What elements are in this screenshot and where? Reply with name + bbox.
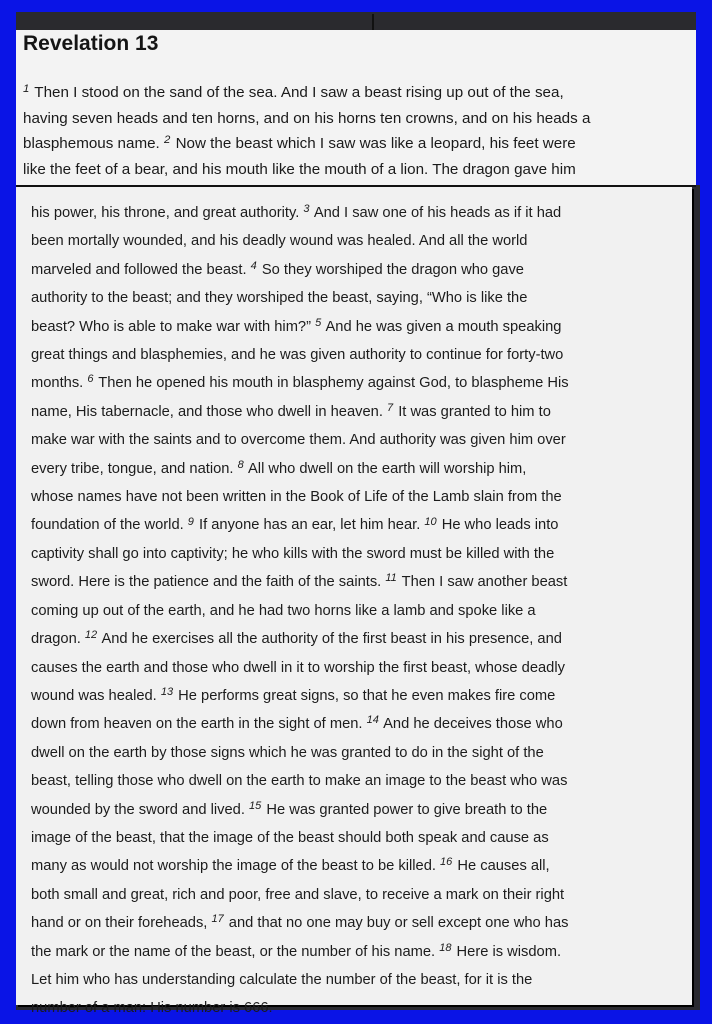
- verse-text: Then he opened his mouth in blasphemy against God, to blaspheme His: [94, 375, 569, 392]
- text-line: [31, 654, 691, 682]
- verse-number: 13: [160, 685, 174, 698]
- verse-text: So they worshiped the dragon who gave: [257, 261, 524, 278]
- verse-number: 10: [424, 515, 437, 528]
- verse-text: hand or on their foreheads,: [31, 915, 212, 932]
- verse-text: and that no one may buy or sell except one who has: [224, 915, 569, 932]
- text-line: [31, 256, 691, 284]
- text-line: [31, 739, 691, 767]
- verse-text: months.: [31, 375, 88, 392]
- text-line: [23, 157, 695, 183]
- verse-text: number of a man: His number is 666.: [31, 1000, 273, 1017]
- text-line: [31, 369, 691, 397]
- text-line: [31, 597, 691, 625]
- verse-text: his power, his throne, and great authority.: [31, 205, 304, 221]
- text-line: [31, 313, 691, 341]
- verse-number: 18: [439, 941, 452, 954]
- verse-text: Then I stood on the sand of the sea. And I saw a beast rising up out of the sea,: [30, 84, 564, 101]
- verse-text: blasphemous name.: [23, 135, 164, 153]
- verse-text: And he exercises all the authority of the first beast in his presence, and: [98, 631, 562, 648]
- text-line: [31, 966, 691, 994]
- verse-text: Here is wisdom.: [452, 943, 562, 960]
- verse-number: 7: [386, 401, 394, 414]
- verse-text: And I saw one of his heads as if it had: [310, 205, 562, 221]
- text-line: [31, 767, 691, 795]
- text-line: [31, 511, 691, 539]
- verse-text: name, His tabernacle, and those who dwell in heaven.: [31, 403, 387, 420]
- verse-text: dragon.: [31, 631, 85, 648]
- verse-text: causes the earth and those who dwell in it to worship the first beast, whose deadly: [31, 659, 565, 676]
- text-line: [31, 625, 691, 653]
- verse-number: 6: [87, 373, 94, 386]
- text-line: [31, 938, 691, 966]
- text-line: [31, 540, 691, 568]
- verse-text: wounded by the sword and lived.: [31, 801, 250, 818]
- verse-text: both small and great, rich and poor, free and slave, to receive a mark on their right: [31, 886, 565, 903]
- verse-text: wound was healed.: [31, 687, 161, 704]
- verse-text: Then I saw another beast: [397, 574, 568, 591]
- verse-number: 17: [211, 913, 224, 926]
- text-line: [31, 341, 691, 369]
- verse-text: sword. Here is the patience and the faith of the saints.: [31, 574, 386, 591]
- verse-text: It was granted to him to: [394, 403, 551, 420]
- verse-text: authority to the beast; and they worshiped the beast, saying, “Who is like the: [31, 290, 528, 307]
- text-line: [31, 398, 691, 426]
- verse-number: 15: [249, 799, 262, 812]
- verse-text: He who leads into: [437, 517, 559, 534]
- verse-text: All who dwell on the earth will worship him,: [244, 460, 527, 477]
- passage-text-main: [31, 199, 691, 1023]
- verse-number: 9: [187, 515, 194, 528]
- verse-text: every tribe, tongue, and nation.: [31, 460, 238, 477]
- text-line: [31, 852, 691, 880]
- verse-text: dwell on the earth by those signs which he was granted to do in the sight of the: [31, 744, 544, 761]
- text-line: [31, 881, 691, 909]
- text-line: [23, 131, 695, 157]
- verse-text: been mortally wounded, and his deadly wound was healed. And all the world: [31, 233, 528, 250]
- text-line: [31, 199, 691, 227]
- verse-text: whose names have not been written in the Book of Life of the Lamb slain from the: [31, 489, 562, 506]
- verse-number: 5: [315, 316, 322, 329]
- page-main-section: [16, 187, 692, 1017]
- verse-text: Now the beast which I saw was like a leopard, his feet were: [171, 135, 576, 153]
- text-line: [31, 682, 691, 710]
- verse-text: He performs great signs, so that he even makes fire come: [174, 687, 556, 704]
- verse-text: many as would not worship the image of the beast to be killed.: [31, 858, 441, 875]
- text-line: [31, 483, 691, 511]
- text-line: [31, 455, 691, 483]
- verse-text: coming up out of the earth, and he had two horns like a lamb and spoke like a: [31, 602, 536, 619]
- verse-text: Let him who has understanding calculate the number of the beast, for it is the: [31, 971, 533, 988]
- text-line: [31, 426, 691, 454]
- verse-text: And he was given a mouth speaking: [322, 318, 562, 335]
- verse-text: down from heaven on the earth in the sight of men.: [31, 716, 367, 733]
- text-line: [31, 909, 691, 937]
- top-bar-divider: [372, 14, 374, 30]
- chapter-title: Revelation 13: [23, 32, 159, 55]
- page-top-section: [16, 30, 696, 187]
- text-line: [31, 710, 691, 738]
- text-line: [31, 227, 691, 255]
- verse-text: image of the beast, that the image of the beast should both speak and cause as: [31, 829, 549, 846]
- verse-text: He causes all,: [453, 858, 550, 875]
- verse-text: make war with the saints and to overcome them. And authority was given him over: [31, 432, 566, 449]
- top-bar: [16, 12, 696, 32]
- verse-text: If anyone has an ear, let him hear.: [194, 517, 425, 534]
- verse-text: And he deceives those who: [379, 716, 563, 733]
- verse-number: 2: [164, 134, 171, 147]
- text-line: [31, 568, 691, 596]
- verse-text: foundation of the world.: [31, 517, 188, 534]
- verse-text: He was granted power to give breath to the: [262, 801, 548, 818]
- verse-number: 12: [84, 629, 98, 642]
- verse-text: captivity shall go into captivity; he who kills with the sword must be killed with the: [31, 545, 555, 562]
- verse-number: 1: [23, 82, 30, 95]
- text-line: [23, 106, 695, 132]
- passage-text-top: [23, 80, 695, 182]
- verse-number: 3: [303, 203, 310, 216]
- text-line: [23, 80, 695, 106]
- text-line: [31, 284, 691, 312]
- verse-text: like the feet of a bear, and his mouth like the mouth of a lion. The dragon gave him: [23, 160, 576, 178]
- text-line: [31, 994, 691, 1022]
- verse-text: beast, telling those who dwell on the earth to make an image to the beast who was: [31, 773, 568, 790]
- verse-text: beast? Who is able to make war with him?”: [31, 318, 316, 335]
- verse-number: 4: [250, 259, 257, 272]
- verse-text: marveled and followed the beast.: [31, 261, 251, 278]
- verse-number: 11: [385, 572, 397, 585]
- verse-text: the mark or the name of the beast, or the number of his name.: [31, 943, 440, 960]
- verse-text: great things and blasphemies, and he was given authority to continue for forty-two: [31, 347, 564, 364]
- verse-text: having seven heads and ten horns, and on his horns ten crowns, and on his heads a: [23, 109, 591, 127]
- text-line: [31, 824, 691, 852]
- verse-number: 8: [237, 458, 244, 471]
- text-line: [31, 796, 691, 824]
- verse-number: 16: [440, 856, 453, 869]
- verse-number: 14: [366, 714, 379, 727]
